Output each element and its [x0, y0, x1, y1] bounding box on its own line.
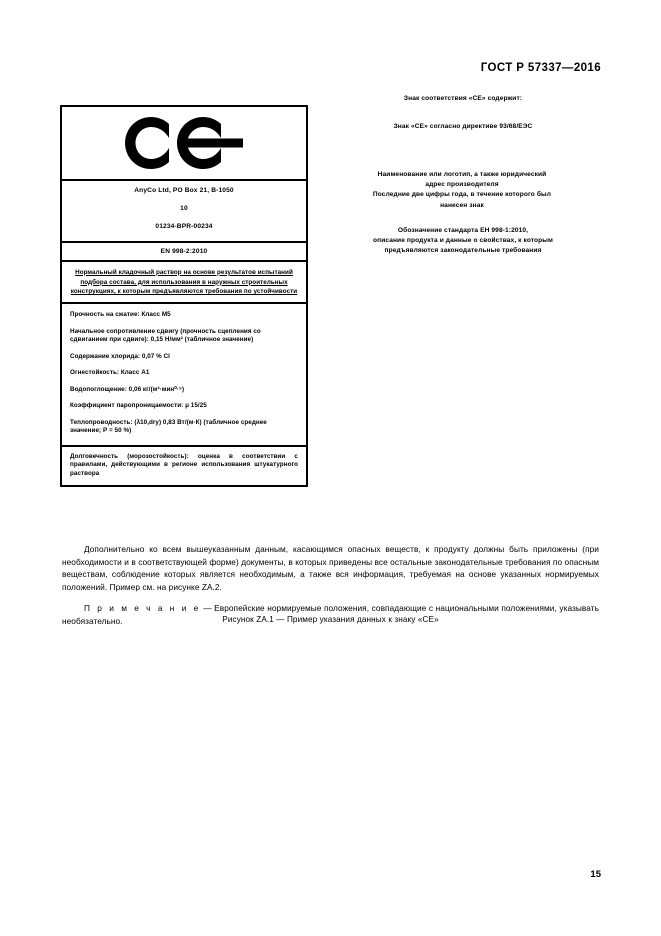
durability-block: [62, 447, 306, 485]
document-header-standard-id: ГОСТ Р 57337—2016: [480, 62, 601, 74]
figure-caption: Рисунок ZA.1 — Пример указания данных к знаку «СЕ»: [222, 615, 439, 624]
ce-mark-icon: [125, 117, 243, 169]
annotation-manufacturer-line-2: адрес производителя: [425, 181, 499, 189]
page-number: 15: [590, 869, 601, 880]
product-description-block: [62, 262, 306, 304]
certificate-number: 01234-BPR-00234: [155, 222, 213, 230]
ce-logo-cell: [62, 107, 306, 181]
property-vapour-permeability: Коэффициент паропроницаемости: μ 15/25: [70, 402, 207, 410]
body-paragraph-1: Дополнительно ко всем вышеуказанным данным, касающимся опасных веществ, к продукту должны быть приложены (при необходимости и в соответствующей форме) документы, в которых приведены все остальные законодательные требования по опасным веществам, соблюдение которых является необходимым, а также вся информация, требуемая на основе указанных нормируемых положений. Пример см. на рисунке ZA.2.: [62, 544, 599, 592]
property-fire-resistance: Огнестойкость: Класс А1: [70, 369, 150, 377]
annotation-manufacturer-line-1: Наименование или логотип, а также юридический: [377, 171, 547, 178]
body-note: [62, 602, 599, 627]
annotation-ce-contains-text: Знак соответствия «СЕ» содержит:: [403, 95, 523, 102]
marking-year: 10: [180, 204, 188, 212]
annotation-ce-contains: [330, 94, 596, 104]
note-text: — Европейские нормируемые положения, совпадающие с национальными положениями, указывать необязательно.: [62, 603, 599, 627]
body-text-block: [62, 543, 599, 637]
annotation-manufacturer-line-3: Последние две цифры года, в течение которого был: [372, 191, 552, 199]
property-compressive-strength: Прочность на сжатие: Класс М5: [70, 311, 171, 319]
annotation-ce-directive: [330, 122, 596, 132]
annotation-standard-line-2: описание продукта и данные о свойствах, к которым: [372, 237, 553, 245]
property-chloride-content: Содержание хлорида: 0,07 % Cl: [70, 352, 170, 360]
annotation-standard-line-1: Обозначение стандарта ЕН 998-1:2010,: [397, 227, 529, 234]
product-properties-list: [62, 304, 306, 447]
annotation-standard-designation: [330, 226, 596, 257]
annotation-manufacturer-line-4: нанесен знак: [440, 201, 484, 209]
manufacturer-name-address: AnyCo Ltd, PO Box 21, B-1050: [134, 187, 234, 194]
property-initial-shear-strength: Начальное сопротивление сдвигу (прочность сцепления со сдвиганием при сдвиге): 0,15 Н/мм² (табличное значение): [70, 327, 261, 344]
annotation-manufacturer-info: [328, 170, 596, 211]
ce-identification-block: [62, 181, 306, 243]
annotation-standard-line-3: предъявляются законодательные требования: [384, 247, 542, 255]
ce-marking-box: [60, 105, 308, 487]
standard-reference: EN 998-2:2010: [62, 243, 306, 262]
property-durability: Долговечность (морозостойкость): оценка в соответствии с правилами, действующими в регионе использования штукатурного раствора: [70, 452, 298, 478]
product-description-text: Нормальный кладочный раствор на основе результатов испытаний подбора состава, для использования в наружных строительных конструкциях, к которым предъявляются требования по устойчивости: [70, 268, 298, 296]
annotation-ce-directive-text: Знак «СЕ» согласно директиве 93/68/ЕЭС: [393, 123, 533, 130]
property-water-absorption: Водопоглощение: 0,06 кг/(м²·мин⁰·⁵): [70, 385, 185, 393]
note-label: П р и м е ч а н и е: [84, 603, 201, 614]
property-thermal-conductivity: Теплопроводность: (λ10,dry) 0,83 Вт/(м·К) (табличное среднее значение; Р = 50 %): [70, 418, 267, 435]
